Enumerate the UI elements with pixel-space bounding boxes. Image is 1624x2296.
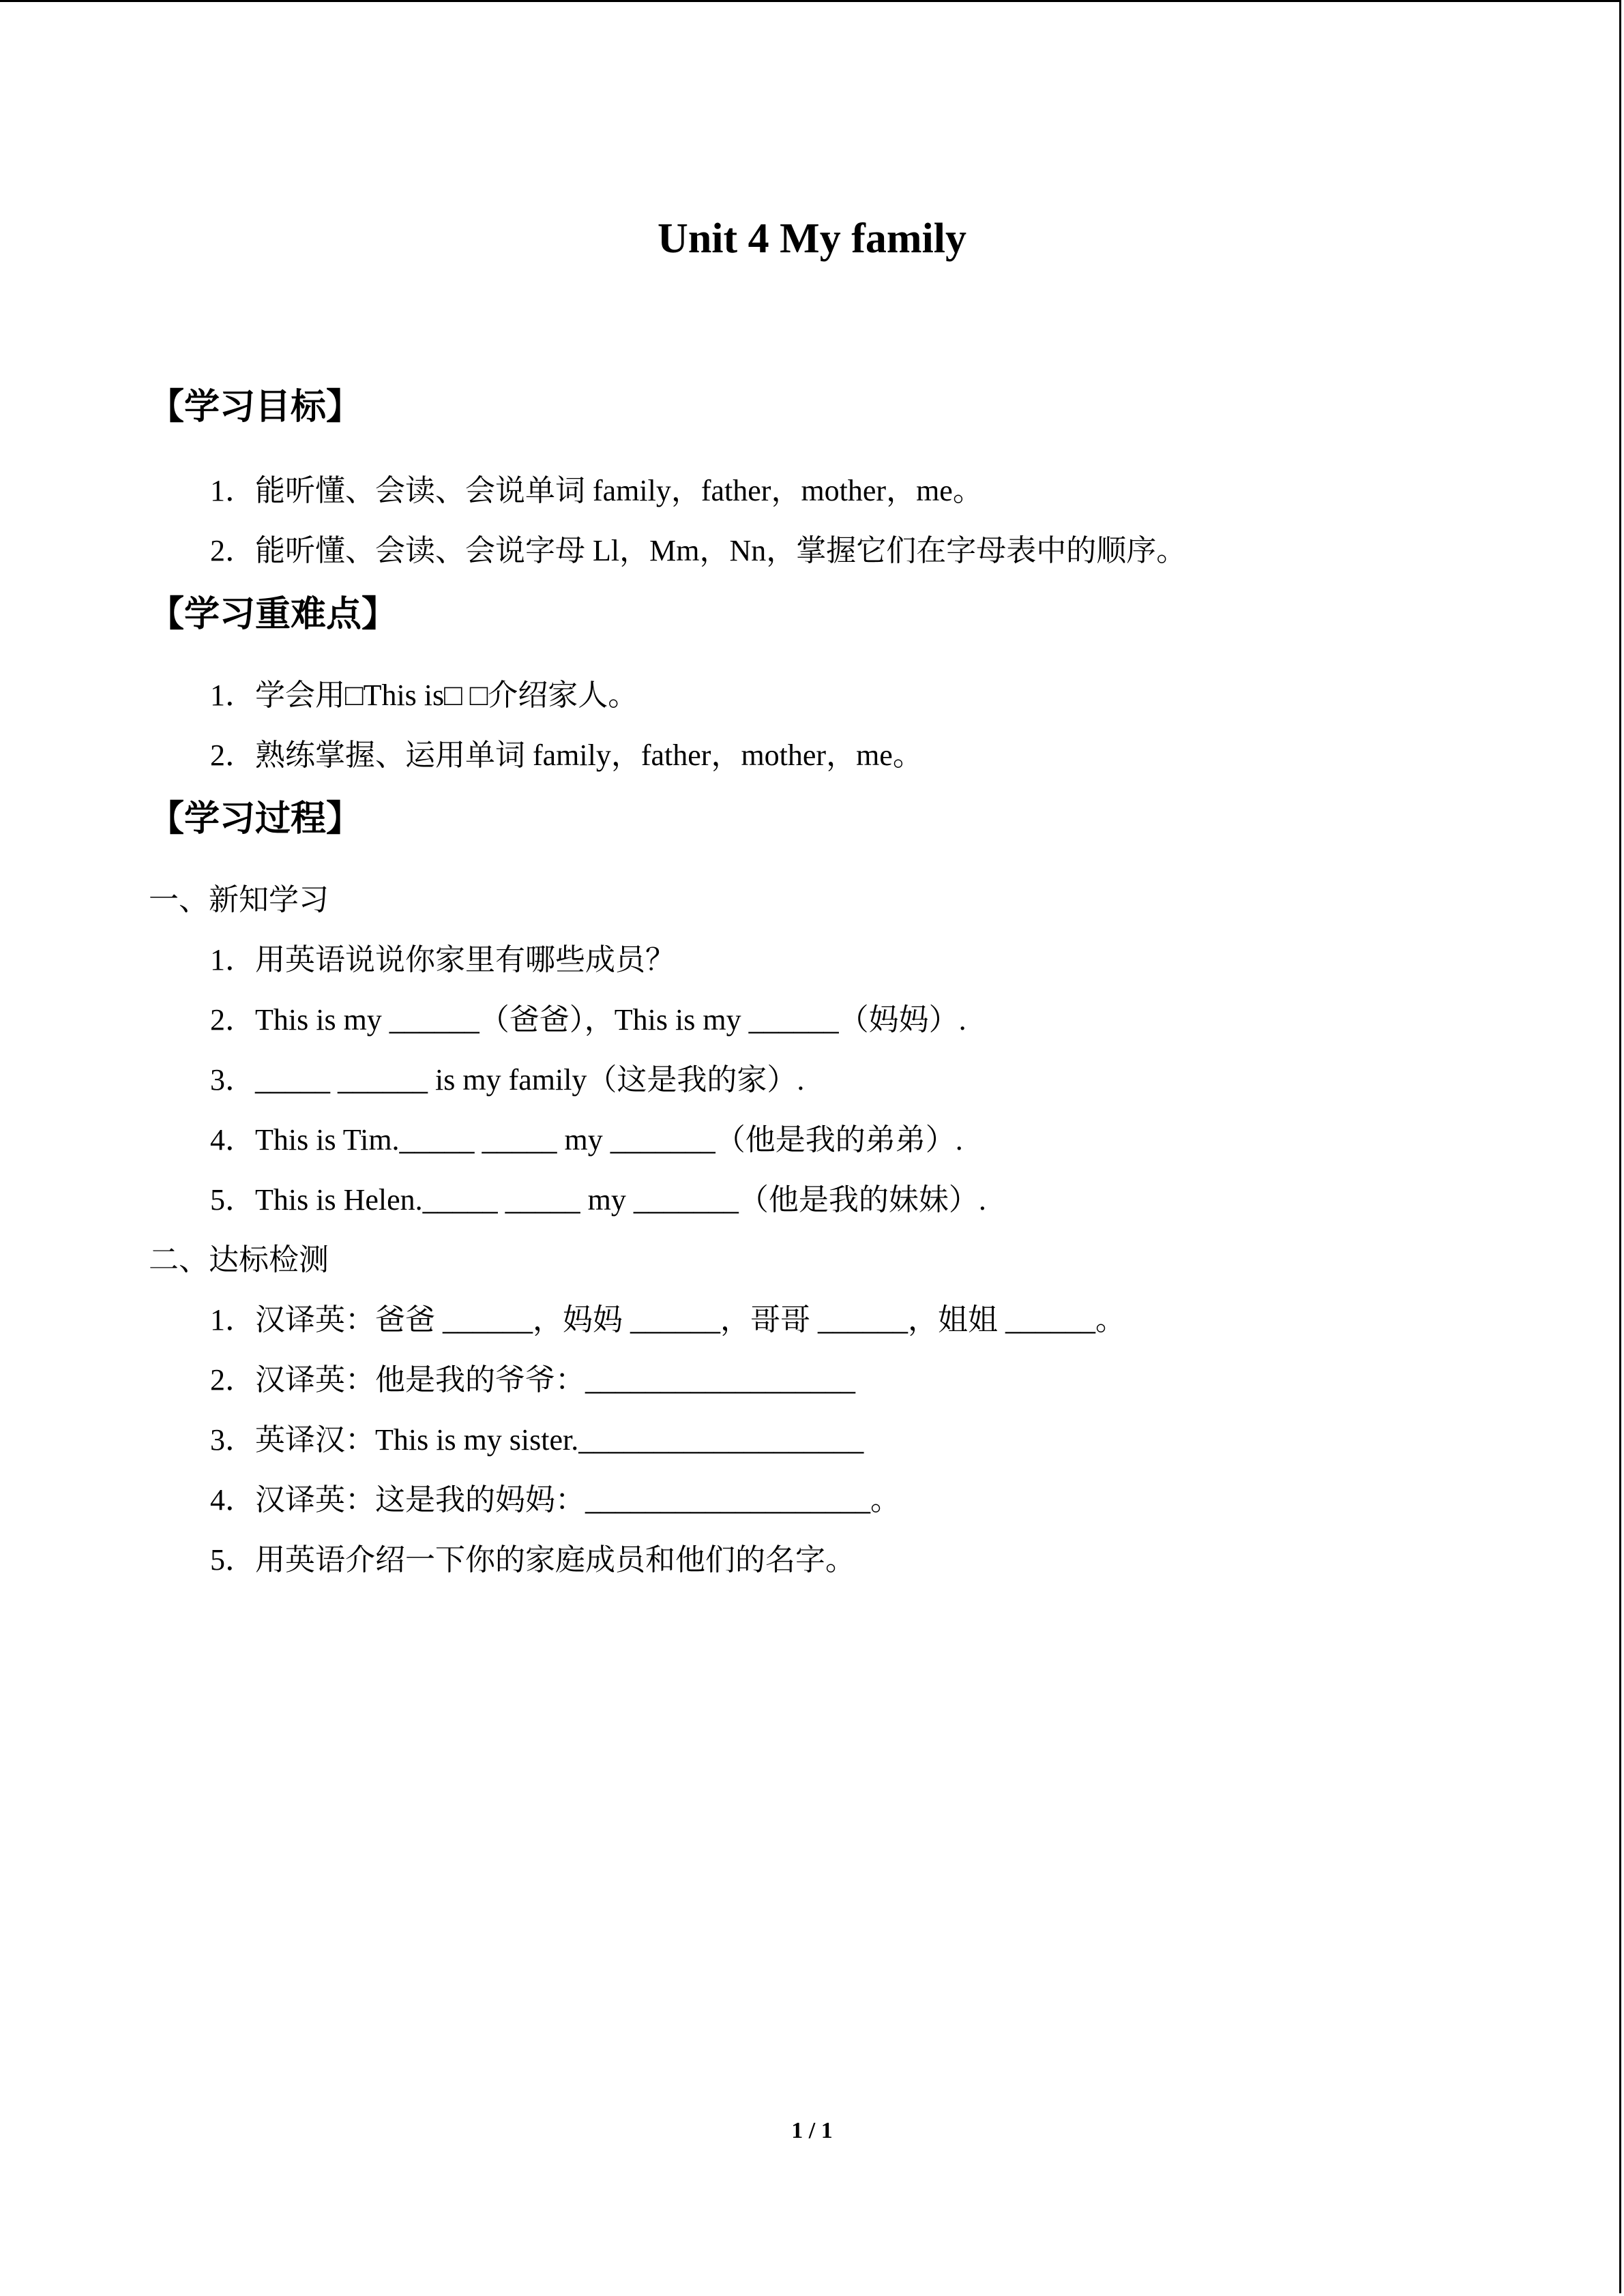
document-title: Unit 4 My family [658,215,966,262]
assessment-item-1: 1．汉译英：爸爸 ______，妈妈 ______，哥哥 ______，姐姐 ______。 [210,1303,1125,1337]
new-knowledge-item-5: 5．This is Helen._____ _____ my _______（他是我的妹妹）. [210,1183,986,1217]
key-point-item-2: 2．熟练掌握、运用单词 family，father，mother，me。 [210,739,923,772]
section-heading-process: 【学习过程】 [149,799,362,839]
section-heading-key-points: 【学习重难点】 [149,594,398,635]
new-knowledge-item-3: 3．_____ ______ is my family（这是我的家）. [210,1063,805,1097]
page-number: 1 / 1 [791,2118,833,2143]
objective-item-2: 2．能听懂、会读、会说字母 Ll，Mm，Nn，掌握它们在字母表中的顺序。 [210,534,1187,567]
key-point-item-1: 1．学会用□This is□ □介绍家人。 [210,679,638,712]
new-knowledge-item-2: 2．This is my ______（爸爸），This is my ______（妈妈）. [210,1003,966,1037]
assessment-item-3: 3．英译汉：This is my sister.___________________ [210,1423,864,1457]
section-heading-objectives: 【学习目标】 [149,387,362,428]
assessment-item-4: 4．汉译英：这是我的妈妈：___________________。 [210,1483,900,1517]
subsection-title-new-knowledge: 一、新知学习 [149,883,329,916]
new-knowledge-item-1: 1．用英语说说你家里有哪些成员？ [210,943,675,976]
subsection-title-assessment: 二、达标检测 [149,1243,329,1277]
assessment-item-2: 2．汉译英：他是我的爷爷：__________________ [210,1363,855,1397]
assessment-item-5: 5．用英语介绍一下你的家庭成员和他们的名字。 [210,1543,855,1577]
objective-item-1: 1．能听懂、会读、会说单词 family，father，mother，me。 [210,474,983,507]
new-knowledge-item-4: 4．This is Tim._____ _____ my _______（他是我的弟弟）. [210,1123,963,1157]
